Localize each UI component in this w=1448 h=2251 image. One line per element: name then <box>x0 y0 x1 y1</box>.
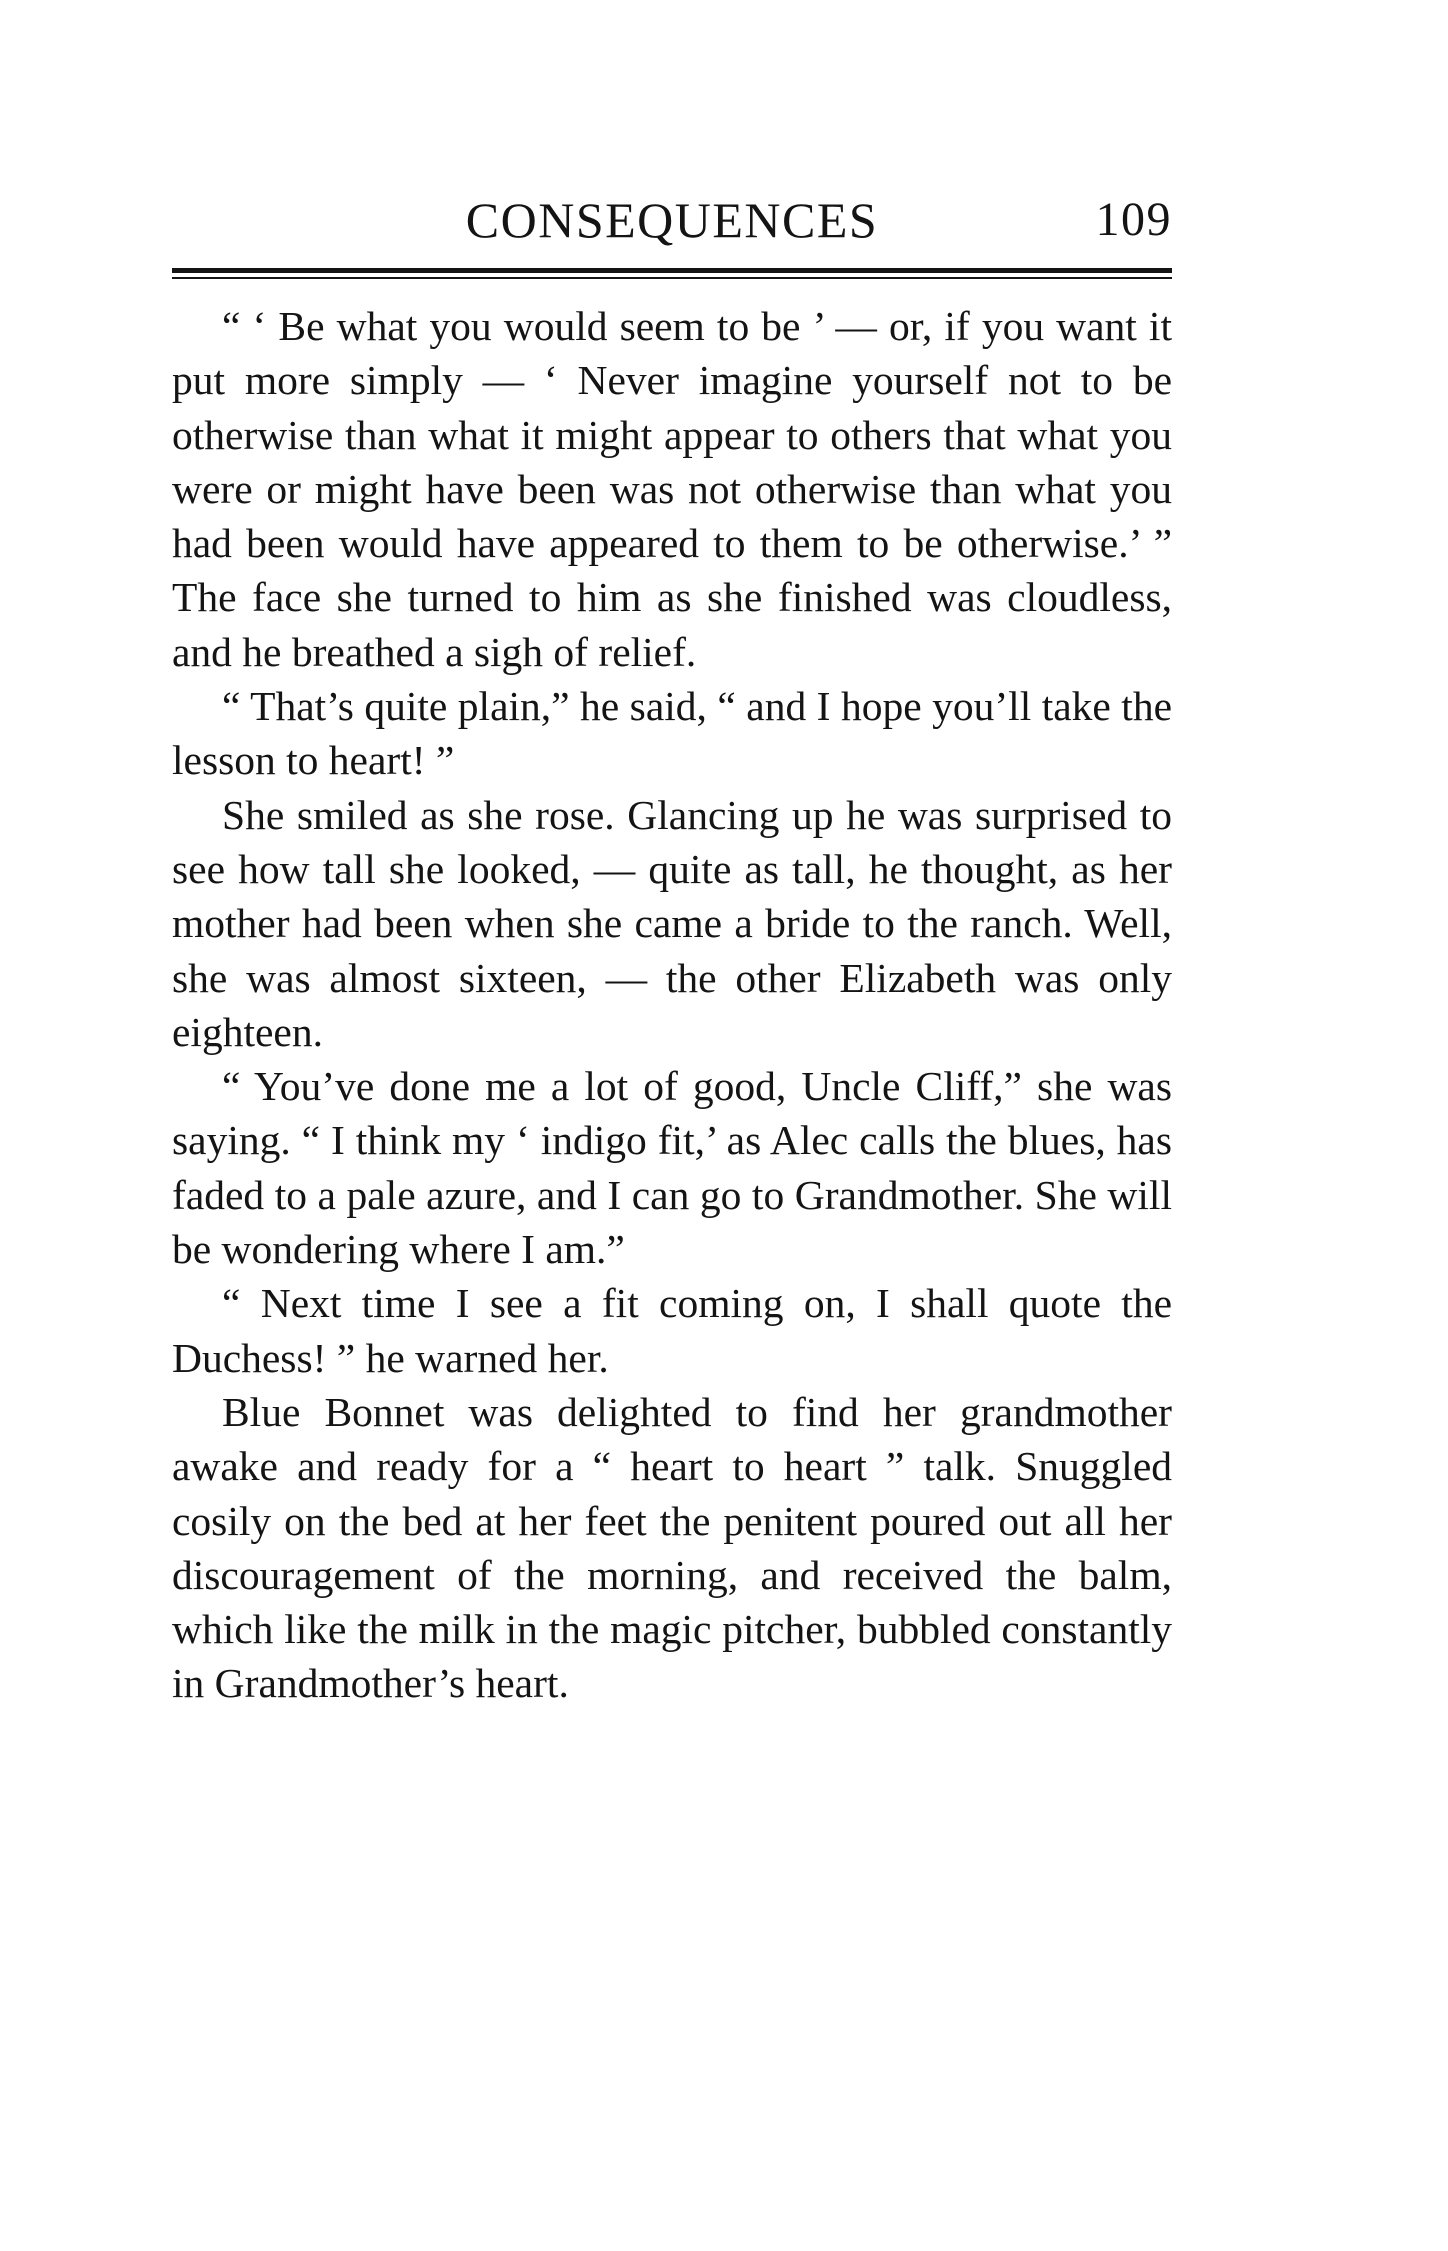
paragraph: Blue Bonnet was delighted to find her grandmother awake and ready for a “ heart to heart ” talk. Snuggled cosily on the bed at her feet the penitent poured out all her discouragement of the morning, and received the balm, which like the milk in the magic pitcher, bubbled constantly in Grandmother’s heart. <box>172 1388 1172 1707</box>
page-number: 109 <box>1095 193 1172 246</box>
running-head <box>172 180 1172 260</box>
body-text <box>172 299 1172 1711</box>
header-rule <box>172 268 1172 273</box>
book-page <box>172 180 1172 1711</box>
paragraph: “ Next time I see a fit coming on, I shall quote the Duchess! ” he warned her. <box>172 1280 1172 1381</box>
header-rule-thin <box>172 277 1172 279</box>
running-title: CONSEQUENCES <box>465 192 879 248</box>
paragraph: “ ‘ Be what you would seem to be ’ — or, if you want it put more simply — ‘ Never imagine yourself not to be otherwise than what it might appear to others that what you were or might have been was not otherwise than what you had been would have appeared to them to be otherwise.’ ” The face she turned to him as she finished was cloudless, and he breathed a sigh of relief. <box>172 303 1172 675</box>
paragraph: She smiled as she rose. Glancing up he was surprised to see how tall she looked, — quite as tall, he thought, as her mother had been when she came a bride to the ranch. Well, she was almost sixteen, — the other Elizabeth was only eighteen. <box>172 791 1172 1055</box>
paragraph: “ You’ve done me a lot of good, Uncle Cliff,” she was saying. “ I think my ‘ indigo fit,’ as Alec calls the blues, has faded to a pale azure, and I can go to Grandmother. She will be wondering where I am.” <box>172 1063 1172 1273</box>
paragraph: “ That’s quite plain,” he said, “ and I hope you’ll take the lesson to heart! ” <box>172 683 1172 784</box>
